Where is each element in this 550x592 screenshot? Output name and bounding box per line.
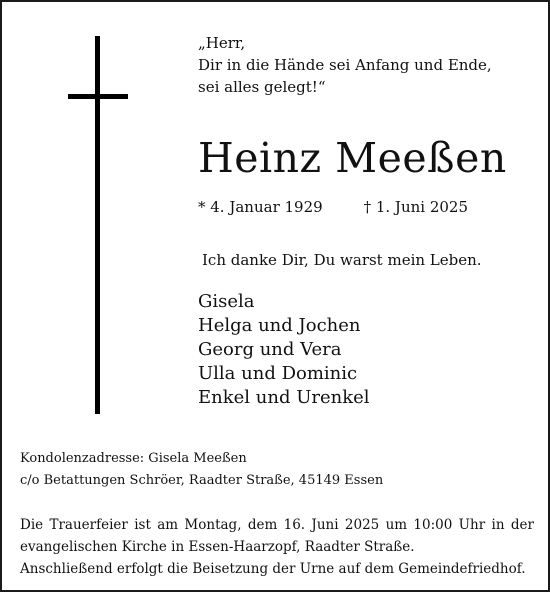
mourners-list [198, 290, 370, 410]
mourner-item: Helga und Jochen [198, 315, 361, 336]
quote-line: Dir in die Hände sei Anfang und Ende, [198, 56, 492, 74]
quote-line: sei alles gelegt!“ [198, 78, 326, 96]
mourner-item: Enkel und Urenkel [198, 387, 370, 408]
birth-date: * 4. Januar 1929 [198, 198, 323, 216]
bible-quote [198, 32, 518, 98]
service-line: Die Trauerfeier ist am Montag, dem 16. Juni 2025 um 10:00 Uhr in der [20, 517, 534, 533]
deceased-name: Heinz Meeßen [198, 134, 507, 182]
service-line: Anschließend erfolgt die Beisetzung der Urne auf dem Gemeindefriedhof. [20, 561, 526, 577]
condolence-line: Kondolenzadresse: Gisela Meeßen [20, 451, 247, 466]
mourner-item: Ulla und Dominic [198, 363, 358, 384]
cross-vertical-bar [95, 36, 100, 414]
death-date: † 1. Juni 2025 [363, 198, 468, 216]
condolence-address [20, 448, 383, 492]
mourner-item: Gisela [198, 291, 255, 312]
life-dates [198, 194, 468, 220]
quote-line: „Herr, [198, 34, 246, 52]
cross-icon [68, 36, 128, 414]
mourner-item: Georg und Vera [198, 339, 342, 360]
service-info [20, 514, 534, 580]
cross-horizontal-bar [68, 94, 128, 99]
thanks-line: Ich danke Dir, Du warst mein Leben. [202, 251, 482, 269]
condolence-line: c/o Betattungen Schröer, Raadter Straße, 45149 Essen [20, 473, 384, 488]
service-line: evangelischen Kirche in Essen-Haarzopf, Raadter Straße. [20, 539, 415, 555]
